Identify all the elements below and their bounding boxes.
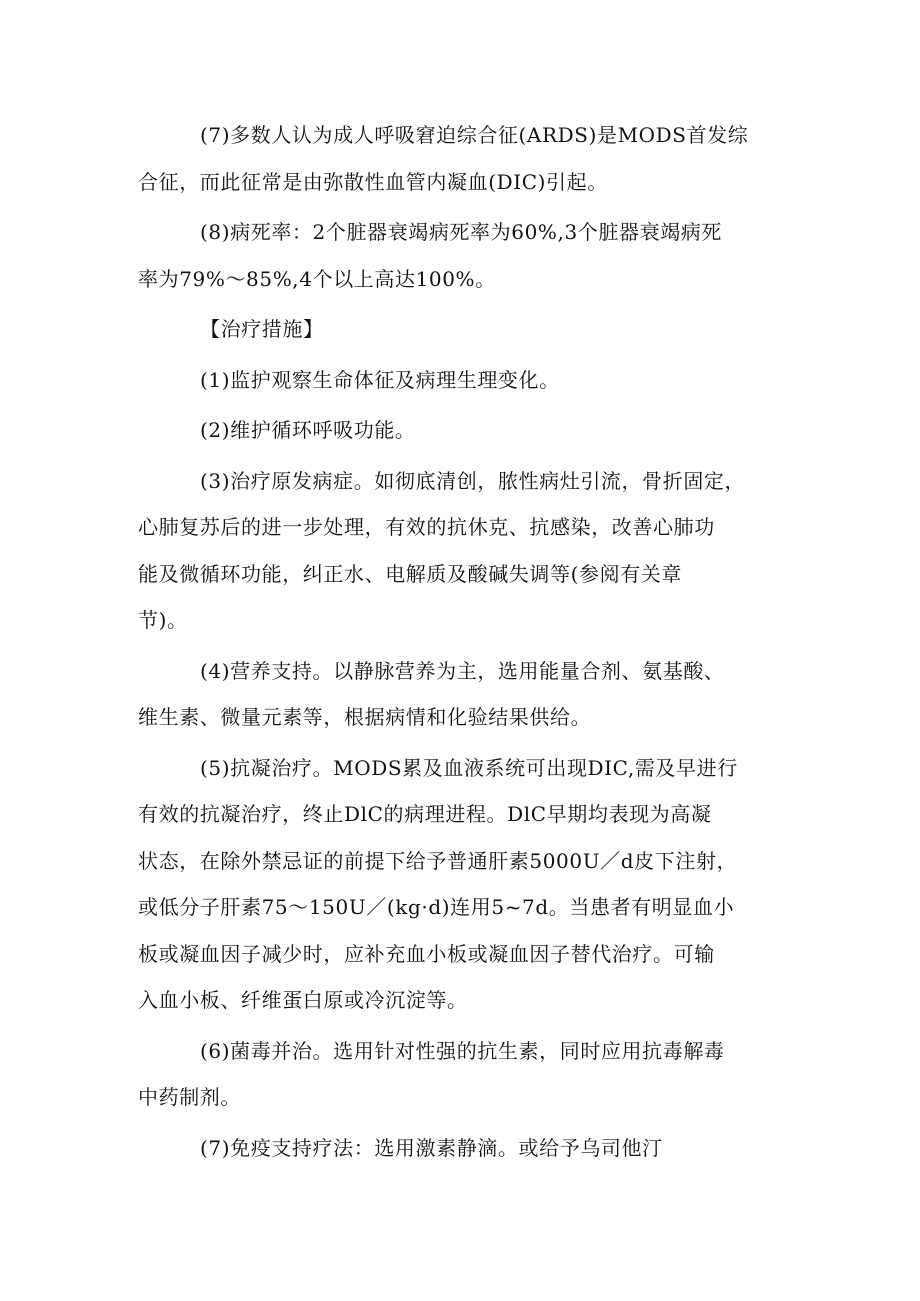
text-line: 板或凝血因子减少时，应补充血小板或凝血因子替代治疗。可输 [138, 941, 715, 966]
paragraph-nutrition [138, 648, 800, 741]
text-line: 有效的抗凝治疗，终止DlC的病理进程。DlC早期均表现为高凝 [138, 802, 712, 826]
paragraph-anticoagulation [138, 745, 800, 1024]
text-line: 合征，而此征常是由弥散性血管内凝血(DIC)引起。 [138, 169, 608, 194]
text-line: (7)免疫支持疗法：选用激素静滴。或给予乌司他汀 [200, 1135, 663, 1160]
text-line: 维生素、微量元素等，根据病情和化验结果供给。 [138, 705, 592, 729]
paragraph-mortality [138, 209, 800, 302]
text-line: 入血小板、纤维蛋白原或冷沉淀等。 [138, 988, 468, 1012]
section-heading-text: 【治疗措施】 [200, 317, 324, 341]
text-line: 或低分子肝素75～150U／(kg·d)连用5~7d。当患者有明显血小 [138, 895, 735, 919]
text-line: 率为79%～85%,4个以上高达100%。 [138, 266, 496, 291]
paragraph-circulation [138, 407, 800, 454]
text-line: (1)监护观察生命体征及病理生理变化。 [200, 367, 560, 392]
paragraph-antibiotics [138, 1028, 800, 1121]
paragraph-monitoring [138, 357, 800, 404]
text-line: 心肺复苏后的进一步处理，有效的抗休克、抗感染，改善心肺功 [138, 515, 715, 539]
paragraph-ards [138, 112, 800, 205]
text-line: 能及微循环功能，纠正水、电解质及酸碱失调等(参阅有关章 [138, 561, 683, 586]
document-body [138, 112, 800, 1175]
text-line: 状态，在除外禁忌证的前提下给予普通肝素5000U／d皮下注射， [138, 848, 738, 873]
text-line: 节)。 [138, 608, 188, 632]
text-line: (2)维护循环呼吸功能。 [200, 418, 416, 442]
text-line: (4)营养支持。以静脉营养为主，选用能量合剂、氨基酸、 [200, 658, 725, 683]
paragraph-primary-disease [138, 458, 800, 644]
text-line: 中药制剂。 [138, 1085, 241, 1109]
text-line: (7)多数人认为成人呼吸窘迫综合征(ARDS)是MODS首发综 [200, 123, 749, 147]
text-line: (6)菌毒并治。选用针对性强的抗生素，同时应用抗毒解毒 [200, 1038, 725, 1063]
paragraph-immune-support [138, 1125, 800, 1172]
text-line: (5)抗凝治疗。MODS累及血液系统可出现DIC,需及早进行 [200, 755, 738, 780]
text-line: (8)病死率：2个脏器衰竭病死率为60%,3个脏器衰竭病死 [200, 220, 722, 244]
section-heading-treatment [138, 306, 800, 353]
text-line: (3)治疗原发病症。如彻底清创，脓性病灶引流，骨折固定， [200, 468, 746, 493]
